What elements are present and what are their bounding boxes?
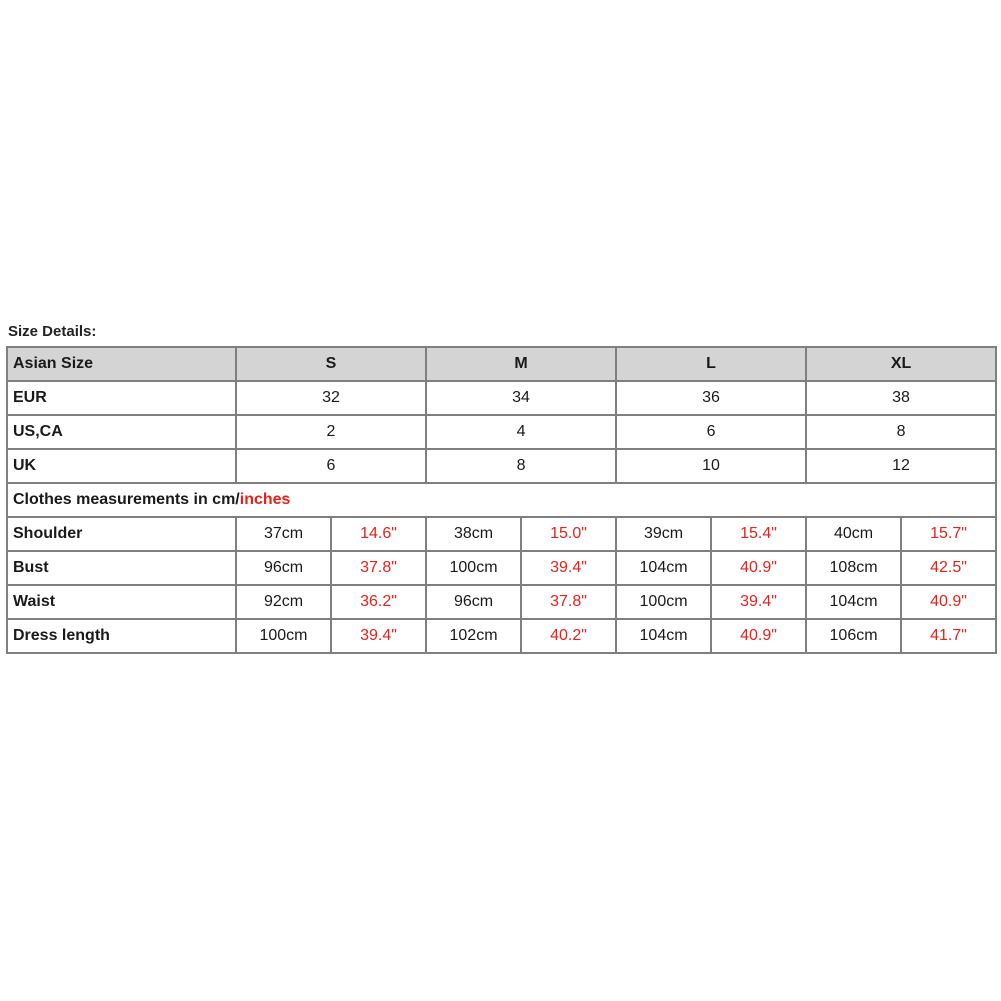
row-label: Dress length [7,619,236,653]
inch-cell: 39.4" [711,585,806,619]
row-label: Waist [7,585,236,619]
inch-cell: 39.4" [521,551,616,585]
row-label: EUR [7,381,236,415]
cm-cell: 100cm [616,585,711,619]
inch-cell: 14.6" [331,517,426,551]
inch-cell: 40.2" [521,619,616,653]
row-label: UK [7,449,236,483]
inch-cell: 15.7" [901,517,996,551]
inch-cell: 37.8" [521,585,616,619]
inch-cell: 42.5" [901,551,996,585]
cm-cell: 100cm [426,551,521,585]
size-header-m: M [426,347,616,381]
cm-cell: 39cm [616,517,711,551]
measurements-heading-inches: inches [239,491,291,508]
table-cell: 6 [616,415,806,449]
table-cell: 8 [806,415,996,449]
row-label: US,CA [7,415,236,449]
cm-cell: 106cm [806,619,901,653]
table-cell: 2 [236,415,426,449]
table-cell: 12 [806,449,996,483]
size-header-s: S [236,347,426,381]
size-header-l: L [616,347,806,381]
size-chart-table [6,346,997,654]
measurement-row-dress-length [7,619,996,653]
table-cell: 34 [426,381,616,415]
cm-cell: 104cm [806,585,901,619]
row-label: Shoulder [7,517,236,551]
measurement-row-shoulder [7,517,996,551]
table-cell: 4 [426,415,616,449]
inch-cell: 41.7" [901,619,996,653]
measurements-heading-prefix: Clothes measurements in cm/ [13,491,240,508]
cm-cell: 92cm [236,585,331,619]
header-label: Asian Size [7,347,236,381]
table-header-row [7,347,996,381]
inch-cell: 40.9" [711,551,806,585]
measurement-row-bust [7,551,996,585]
conversion-row-eur [7,381,996,415]
cm-cell: 102cm [426,619,521,653]
table-cell: 38 [806,381,996,415]
table-cell: 32 [236,381,426,415]
cm-cell: 96cm [426,585,521,619]
cm-cell: 38cm [426,517,521,551]
table-cell: 36 [616,381,806,415]
inch-cell: 15.4" [711,517,806,551]
inch-cell: 37.8" [331,551,426,585]
cm-cell: 37cm [236,517,331,551]
inch-cell: 36.2" [331,585,426,619]
inch-cell: 15.0" [521,517,616,551]
table-cell: 10 [616,449,806,483]
table-cell: 8 [426,449,616,483]
inch-cell: 40.9" [711,619,806,653]
cm-cell: 96cm [236,551,331,585]
inch-cell: 39.4" [331,619,426,653]
conversion-row-us-ca [7,415,996,449]
measurements-heading [7,483,996,517]
conversion-row-uk [7,449,996,483]
inch-cell: 40.9" [901,585,996,619]
measurements-heading-row [7,483,996,517]
cm-cell: 40cm [806,517,901,551]
cm-cell: 108cm [806,551,901,585]
table-cell: 6 [236,449,426,483]
cm-cell: 104cm [616,619,711,653]
cm-cell: 100cm [236,619,331,653]
measurement-row-waist [7,585,996,619]
row-label: Bust [7,551,236,585]
cm-cell: 104cm [616,551,711,585]
size-header-xl: XL [806,347,996,381]
page-title: Size Details: [8,323,97,340]
